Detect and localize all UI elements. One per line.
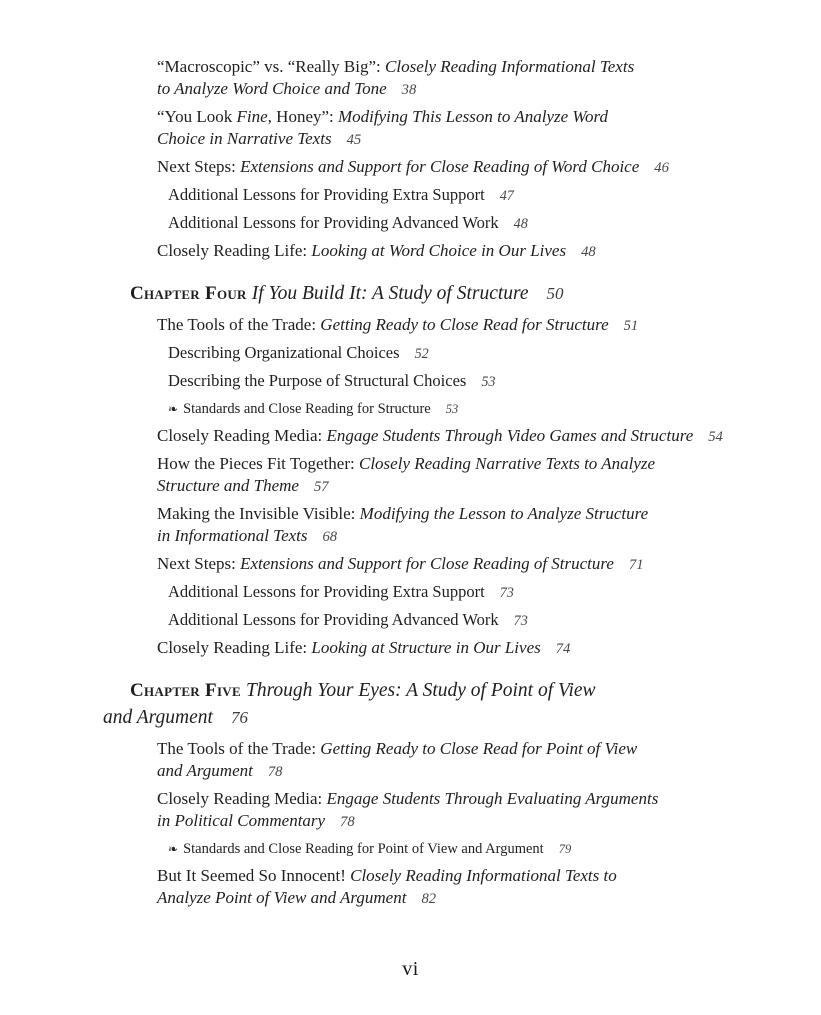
entry-subtitle-text: Engage Students Through Evaluating Arguments bbox=[326, 789, 659, 808]
entry-text: Making the Invisible Visible: bbox=[157, 504, 360, 523]
page-number: 73 bbox=[513, 613, 528, 629]
entry-text: “Macroscopic” vs. “Really Big”: bbox=[157, 57, 386, 76]
toc-standards-entry bbox=[168, 398, 821, 420]
entry-text: “You Look bbox=[157, 107, 237, 126]
entry-text: The Tools of the Trade: bbox=[157, 739, 321, 758]
entry-subtitle-text: Engage Students Through Video Games and Structure bbox=[326, 426, 694, 445]
entry-text: The Tools of the Trade: bbox=[157, 315, 321, 334]
page-number: 38 bbox=[401, 82, 417, 98]
entry-subtitle-text: Extensions and Support for Close Reading of Structure bbox=[240, 554, 614, 573]
entry-text: Standards and Close Reading for Point of View and Argument bbox=[183, 841, 544, 857]
page-number: 48 bbox=[581, 244, 596, 260]
entry-text: Additional Lessons for Providing Advanced Work bbox=[168, 213, 499, 232]
page-number: 73 bbox=[499, 585, 514, 601]
entry-subtitle-text: Getting Ready to Close Read for Structure bbox=[320, 315, 609, 334]
toc-entry bbox=[157, 503, 821, 548]
page-number: 71 bbox=[628, 557, 644, 573]
toc-entry bbox=[168, 370, 821, 393]
toc-entry bbox=[168, 342, 821, 365]
entry-text: But It Seemed So Innocent! bbox=[157, 866, 351, 885]
toc bbox=[0, 56, 821, 915]
entry-subtitle-text: Extensions and Support for Close Reading of Word Choice bbox=[240, 157, 640, 176]
folio-page-number: vi bbox=[402, 958, 419, 980]
entry-text: Additional Lessons for Providing Advanced Work bbox=[168, 610, 499, 629]
entry-subtitle-text: Modifying the Lesson to Analyze Structure bbox=[359, 504, 649, 523]
chapter-title: and Argument bbox=[103, 707, 213, 728]
chapter-label: Chapter Five bbox=[130, 680, 241, 701]
entry-subtitle-text: Structure and Theme bbox=[157, 476, 299, 495]
page-number: 52 bbox=[414, 346, 429, 362]
page-number: 45 bbox=[346, 132, 362, 148]
page-number: 46 bbox=[654, 160, 669, 176]
page-number: 68 bbox=[322, 529, 338, 545]
entry-subtitle-text: Modifying This Lesson to Analyze Word bbox=[338, 107, 608, 126]
entry-text: Closely Reading Media: bbox=[157, 789, 327, 808]
toc-entry bbox=[157, 453, 821, 498]
entry-subtitle-text: and Argument bbox=[157, 761, 253, 780]
toc-entry bbox=[157, 637, 821, 660]
toc-entry bbox=[157, 865, 821, 910]
entry-subtitle-text: Analyze Point of View and Argument bbox=[157, 888, 407, 907]
entry-text: Next Steps: bbox=[157, 554, 241, 573]
page-number: 51 bbox=[623, 318, 639, 334]
page-number: 74 bbox=[555, 641, 571, 657]
entry-subtitle-text: to Analyze Word Choice and Tone bbox=[157, 79, 387, 98]
entry-subtitle-text: Closely Reading Narrative Texts to Analyze bbox=[359, 454, 656, 473]
entry-text: Closely Reading Life: bbox=[157, 638, 312, 657]
page-number: 47 bbox=[499, 188, 514, 204]
toc-entry bbox=[157, 553, 821, 576]
page-number: 78 bbox=[340, 814, 355, 830]
entry-subtitle-text: Getting Ready to Close Read for Point of View bbox=[320, 739, 638, 758]
entry-text: , Honey”: bbox=[267, 107, 339, 126]
entry-subtitle-text: Choice in Narrative Texts bbox=[157, 129, 332, 148]
entry-subtitle-text: Closely Reading Informational Texts to bbox=[350, 866, 617, 885]
page-number: 54 bbox=[708, 429, 723, 445]
page-footer bbox=[0, 958, 821, 981]
entry-text: How the Pieces Fit Together: bbox=[157, 454, 359, 473]
toc-entry bbox=[157, 156, 821, 179]
entry-text: Standards and Close Reading for Structure bbox=[183, 401, 431, 417]
entry-text: Closely Reading Life: bbox=[157, 241, 312, 260]
toc-standards-entry bbox=[168, 838, 821, 860]
toc-entry bbox=[157, 425, 821, 448]
entry-subtitle-text: Fine bbox=[236, 107, 268, 126]
toc-entry bbox=[157, 240, 821, 263]
page-number: 79 bbox=[558, 842, 572, 856]
entry-subtitle-text: in Political Commentary bbox=[157, 811, 326, 830]
page-number: 53 bbox=[445, 402, 459, 416]
chapter-heading bbox=[103, 678, 821, 732]
toc-entry bbox=[157, 314, 821, 337]
toc-entry bbox=[168, 581, 821, 604]
page-number: 57 bbox=[313, 479, 329, 495]
entry-text: Describing Organizational Choices bbox=[168, 343, 400, 362]
entry-text: Next Steps: bbox=[157, 157, 241, 176]
entry-text: Additional Lessons for Providing Extra Support bbox=[168, 185, 485, 204]
toc-entry bbox=[157, 106, 821, 151]
entry-subtitle-text: Looking at Word Choice in Our Lives bbox=[311, 241, 567, 260]
toc-entry bbox=[168, 609, 821, 632]
toc-entry bbox=[168, 212, 821, 235]
entry-subtitle-text: Closely Reading Informational Texts bbox=[385, 57, 635, 76]
page-number: 82 bbox=[421, 891, 437, 907]
entry-subtitle-text: Looking at Structure in Our Lives bbox=[311, 638, 541, 657]
entry-text: Closely Reading Media: bbox=[157, 426, 327, 445]
page-number: 48 bbox=[513, 216, 528, 232]
entry-text: Describing the Purpose of Structural Choices bbox=[168, 371, 467, 390]
chapter-heading bbox=[103, 281, 821, 308]
entry-subtitle-text: in Informational Texts bbox=[157, 526, 308, 545]
toc-entry bbox=[157, 738, 821, 783]
chapter-page-number: 50 bbox=[546, 284, 564, 303]
toc-entry bbox=[168, 184, 821, 207]
page-number: 53 bbox=[481, 374, 496, 390]
chapter-title: Through Your Eyes: A Study of Point of View bbox=[245, 680, 596, 701]
fleuron-icon: ❧ bbox=[168, 402, 179, 416]
chapter-page-number: 76 bbox=[230, 708, 248, 727]
chapter-title: If You Build It: A Study of Structure bbox=[251, 283, 529, 304]
page-number: 78 bbox=[267, 764, 283, 780]
chapter-label: Chapter Four bbox=[130, 283, 247, 304]
entry-text: Additional Lessons for Providing Extra Support bbox=[168, 582, 485, 601]
toc-entry bbox=[157, 788, 821, 833]
fleuron-icon: ❧ bbox=[168, 842, 179, 856]
toc-entry bbox=[157, 56, 821, 101]
